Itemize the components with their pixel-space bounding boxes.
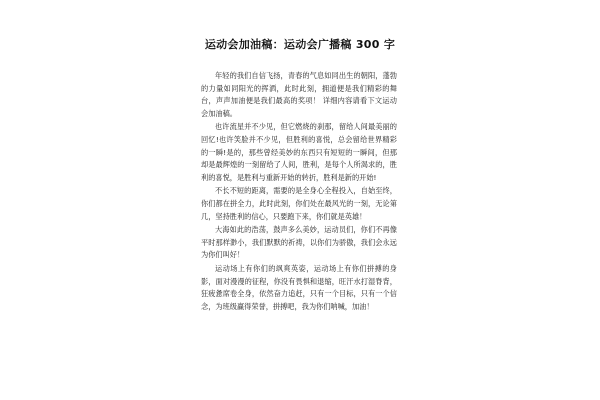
paragraph-2: 也许流星并不少见，但它燃烧的刹那，留给人间最美丽的回忆!也许笑脸并不少见，但胜利的喜悦，总会留给世界精彩的一瞬!是的，那些曾经美妙的东西只有短短的一瞬间，但那却是最辉煌的一刻留给了人间，胜利，是每个人所渴求的，胜利的喜悦，是胜利与重新开始的转折，胜利是新的开始! [201, 122, 397, 182]
paragraph-4: 大海如此的浩荡，鼓声多么美妙，运动员们，你们不再像平时那样渺小，我们默默的祈祷，以你们为骄傲，我们会永远为你们叫好！ [201, 225, 397, 260]
document-title: 运动会加油稿：运动会广播稿 300 字 [204, 38, 396, 51]
paragraph-5: 运动场上有你们的飒爽英姿，运动场上有你们拼搏的身影，面对漫漫的征程，你没有畏惧和退缩，旺汗水打湿脊背，狂疲惫席卷全身，依然奋力追赶，只有一个目标，只有一个信念，为班级赢得荣誉，拼搏吧，我为你们呐喊，加油！ [201, 263, 397, 311]
paragraph-1: 年轻的我们自信飞扬，青春的气息如同出生的朝阳，蓬勃的力量如同阳光的挥洒，此时此刻，拥道便是我们精彩的舞台，声声加油便是我们最高的奖项！ 详细内容请看下文运动会加油稿。 [201, 71, 397, 118]
document-body [201, 70, 397, 313]
paragraph-3: 不长不短的距离，需要的是全身心全程投入，自始至终，你们都在拼全力，此时此刻，你们处在最风光的一刻，无论第几，坚持胜利的信心，只要跑下来，你们就是英雄！ [201, 186, 397, 221]
